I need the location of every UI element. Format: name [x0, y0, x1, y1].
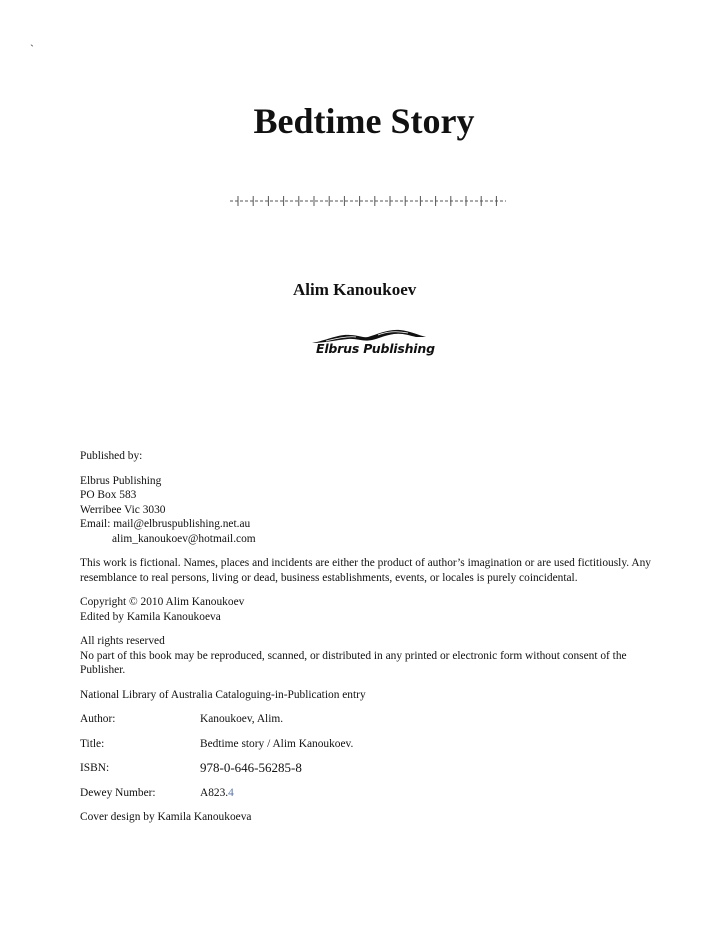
cover-design: Cover design by Kamila Kanoukoeva: [80, 811, 252, 823]
dewey-label: Dewey Number:: [80, 786, 156, 799]
isbn-row: [80, 761, 655, 776]
author-value: Kanoukoev, Alim.: [200, 713, 284, 725]
fiction-line-2: resemblance to real persons, living or dead, business establishments, events, or locales is purely coincidental.: [80, 571, 578, 584]
title-row: [80, 737, 655, 752]
ornament-divider: [230, 192, 506, 208]
rights-line-1: No part of this book may be reproduced, scanned, or distributed in any printed or electronic form without consent of the: [80, 649, 627, 662]
publisher-name: Elbrus Publishing: [80, 474, 162, 487]
email-line: [80, 517, 655, 532]
title-value: Bedtime story / Alim Kanoukoev.: [200, 737, 354, 750]
rights-section: [80, 634, 655, 678]
city: Werribee Vic 3030: [80, 503, 166, 516]
author-name: Alim Kanoukoev: [293, 280, 417, 299]
dewey-suffix: 4: [228, 786, 234, 799]
author-row: [80, 712, 655, 727]
publisher-address: [80, 474, 655, 547]
published-by-label: Published by:: [80, 450, 143, 462]
nla-entry: National Library of Australia Cataloguing-in-Publication entry: [80, 688, 366, 701]
author-label: Author:: [80, 713, 116, 725]
email-label: Email:: [80, 518, 114, 530]
isbn-value: 978-0-646-56285-8: [200, 760, 302, 775]
isbn-label: ISBN:: [80, 762, 110, 774]
publisher-logo-text: Elbrus Publishing: [316, 341, 435, 356]
dewey-value-wrapper: [200, 786, 655, 801]
po-box: PO Box 583: [80, 489, 137, 501]
fiction-disclaimer: [80, 556, 655, 585]
publisher-logo: [308, 326, 433, 360]
copyright-line: Copyright © 2010 Alim Kanoukoev: [80, 596, 245, 608]
fiction-line-1: This work is fictional. Names, places and incidents are either the product of author’s imagination or are used fictitiously. Any: [80, 557, 651, 569]
title-label: Title:: [80, 737, 105, 750]
rights-reserved: All rights reserved: [80, 635, 165, 647]
dewey-value: A823.: [200, 786, 229, 799]
copyright-block: [80, 449, 655, 835]
email-link-2[interactable]: alim_kanoukoev@hotmail.com: [112, 532, 256, 545]
book-title-text: Bedtime Story: [253, 101, 475, 141]
rights-line-2: Publisher.: [80, 664, 126, 676]
corner-mark: `: [30, 42, 34, 56]
dewey-row: [80, 786, 655, 801]
copyright-section: [80, 595, 655, 624]
edited-by-line: Edited by Kamila Kanoukoeva: [80, 610, 221, 623]
book-title: [0, 100, 728, 142]
email-link-1[interactable]: mail@elbruspublishing.net.au: [113, 518, 251, 530]
